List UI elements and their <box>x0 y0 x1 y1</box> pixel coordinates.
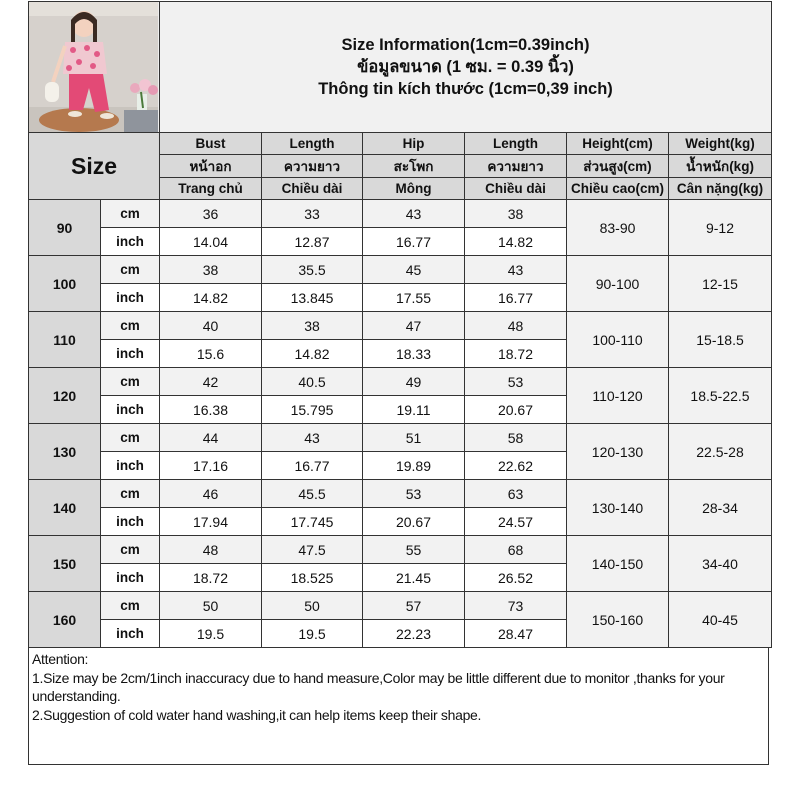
height-range: 110-120 <box>567 368 669 424</box>
header-bust-vi: Trang chủ <box>160 178 262 200</box>
length-cm-value: 38 <box>262 312 363 340</box>
length-cm-value: 47.5 <box>262 536 363 564</box>
length2-cm-value: 73 <box>465 592 567 620</box>
size-table <box>28 1 772 648</box>
length2-inch-value: 16.77 <box>465 284 567 312</box>
table-row-cm <box>29 424 772 452</box>
length2-cm-value: 38 <box>465 200 567 228</box>
bust-inch-value: 17.94 <box>160 508 262 536</box>
hip-inch-value: 20.67 <box>363 508 465 536</box>
weight-range: 18.5-22.5 <box>669 368 772 424</box>
size-value: 150 <box>29 536 101 592</box>
hip-inch-value: 17.55 <box>363 284 465 312</box>
table-row-cm <box>29 480 772 508</box>
header-length2-th: ความยาว <box>465 155 567 178</box>
weight-range: 22.5-28 <box>669 424 772 480</box>
size-value: 90 <box>29 200 101 256</box>
unit-cm-label: cm <box>101 368 160 396</box>
length-inch-value: 17.745 <box>262 508 363 536</box>
length-inch-value: 14.82 <box>262 340 363 368</box>
bust-cm-value: 46 <box>160 480 262 508</box>
length2-cm-value: 58 <box>465 424 567 452</box>
height-range: 120-130 <box>567 424 669 480</box>
length2-inch-value: 20.67 <box>465 396 567 424</box>
unit-inch-label: inch <box>101 396 160 424</box>
size-value: 120 <box>29 368 101 424</box>
length2-cm-value: 48 <box>465 312 567 340</box>
size-value: 130 <box>29 424 101 480</box>
unit-cm-label: cm <box>101 312 160 340</box>
table-row-cm <box>29 368 772 396</box>
height-range: 83-90 <box>567 200 669 256</box>
weight-range: 40-45 <box>669 592 772 648</box>
title-thai: ข้อมูลขนาด (1 ซม. = 0.39 นิ้ว) <box>357 58 574 76</box>
height-range: 130-140 <box>567 480 669 536</box>
hip-cm-value: 55 <box>363 536 465 564</box>
hip-inch-value: 19.89 <box>363 452 465 480</box>
length2-inch-value: 24.57 <box>465 508 567 536</box>
unit-inch-label: inch <box>101 340 160 368</box>
length2-inch-value: 22.62 <box>465 452 567 480</box>
bust-inch-value: 16.38 <box>160 396 262 424</box>
size-header: Size <box>29 133 160 200</box>
length-cm-value: 43 <box>262 424 363 452</box>
table-row-cm <box>29 312 772 340</box>
weight-range: 9-12 <box>669 200 772 256</box>
table-row-cm <box>29 536 772 564</box>
length-inch-value: 15.795 <box>262 396 363 424</box>
length-cm-value: 50 <box>262 592 363 620</box>
hip-cm-value: 47 <box>363 312 465 340</box>
length2-cm-value: 53 <box>465 368 567 396</box>
length-cm-value: 35.5 <box>262 256 363 284</box>
unit-cm-label: cm <box>101 536 160 564</box>
unit-inch-label: inch <box>101 284 160 312</box>
bust-cm-value: 44 <box>160 424 262 452</box>
length-inch-value: 19.5 <box>262 620 363 648</box>
notes-heading: Attention: <box>32 651 89 667</box>
header-weight-en: Weight(kg) <box>669 133 772 155</box>
header-height-th: ส่วนสูง(cm) <box>567 155 669 178</box>
unit-inch-label: inch <box>101 452 160 480</box>
bust-cm-value: 50 <box>160 592 262 620</box>
header-bust-th: หน้าอก <box>160 155 262 178</box>
hip-cm-value: 51 <box>363 424 465 452</box>
unit-inch-label: inch <box>101 564 160 592</box>
title-vietnamese: Thông tin kích thước (1cm=0,39 inch) <box>318 80 613 98</box>
bust-cm-value: 38 <box>160 256 262 284</box>
bust-inch-value: 19.5 <box>160 620 262 648</box>
length-cm-value: 45.5 <box>262 480 363 508</box>
note-1: 1.Size may be 2cm/1inch inaccuracy due to hand measure,Color may be little different due to monitor ,thanks for your understanding. <box>32 669 725 704</box>
bust-cm-value: 36 <box>160 200 262 228</box>
weight-range: 34-40 <box>669 536 772 592</box>
header-length-en: Length <box>262 133 363 155</box>
bust-inch-value: 15.6 <box>160 340 262 368</box>
weight-range: 15-18.5 <box>669 312 772 368</box>
unit-inch-label: inch <box>101 508 160 536</box>
length2-cm-value: 68 <box>465 536 567 564</box>
header-height-vi: Chiều cao(cm) <box>567 178 669 200</box>
bust-cm-value: 48 <box>160 536 262 564</box>
hip-inch-value: 19.11 <box>363 396 465 424</box>
length2-cm-value: 43 <box>465 256 567 284</box>
bust-inch-value: 17.16 <box>160 452 262 480</box>
note-2: 2.Suggestion of cold water hand washing,it can help items keep their shape. <box>32 706 482 723</box>
unit-cm-label: cm <box>101 424 160 452</box>
length2-cm-value: 63 <box>465 480 567 508</box>
title-english: Size Information(1cm=0.39inch) <box>341 36 590 54</box>
bust-inch-value: 14.04 <box>160 228 262 256</box>
length-inch-value: 13.845 <box>262 284 363 312</box>
unit-inch-label: inch <box>101 620 160 648</box>
header-height-en: Height(cm) <box>567 133 669 155</box>
hip-cm-value: 53 <box>363 480 465 508</box>
header-hip-th: สะโพก <box>363 155 465 178</box>
size-info-title <box>160 2 772 133</box>
size-value: 160 <box>29 592 101 648</box>
table-row-cm <box>29 256 772 284</box>
size-value: 110 <box>29 312 101 368</box>
length-cm-value: 33 <box>262 200 363 228</box>
bust-cm-value: 42 <box>160 368 262 396</box>
length-inch-value: 16.77 <box>262 452 363 480</box>
hip-cm-value: 45 <box>363 256 465 284</box>
length2-inch-value: 18.72 <box>465 340 567 368</box>
height-range: 150-160 <box>567 592 669 648</box>
length-inch-value: 18.525 <box>262 564 363 592</box>
hip-inch-value: 22.23 <box>363 620 465 648</box>
hip-inch-value: 21.45 <box>363 564 465 592</box>
unit-cm-label: cm <box>101 480 160 508</box>
length-inch-value: 12.87 <box>262 228 363 256</box>
height-range: 100-110 <box>567 312 669 368</box>
hip-cm-value: 43 <box>363 200 465 228</box>
length2-inch-value: 14.82 <box>465 228 567 256</box>
weight-range: 28-34 <box>669 480 772 536</box>
header-hip-en: Hip <box>363 133 465 155</box>
unit-cm-label: cm <box>101 256 160 284</box>
length2-inch-value: 26.52 <box>465 564 567 592</box>
hip-inch-value: 16.77 <box>363 228 465 256</box>
header-weight-vi: Cân nặng(kg) <box>669 178 772 200</box>
header-hip-vi: Mông <box>363 178 465 200</box>
size-value: 100 <box>29 256 101 312</box>
height-range: 140-150 <box>567 536 669 592</box>
header-length-vi: Chiều dài <box>262 178 363 200</box>
hip-cm-value: 57 <box>363 592 465 620</box>
table-row-cm <box>29 200 772 228</box>
weight-range: 12-15 <box>669 256 772 312</box>
unit-cm-label: cm <box>101 592 160 620</box>
table-row-cm <box>29 592 772 620</box>
hip-inch-value: 18.33 <box>363 340 465 368</box>
bust-cm-value: 40 <box>160 312 262 340</box>
attention-notes <box>28 648 769 765</box>
size-value: 140 <box>29 480 101 536</box>
child-outfit-image <box>29 2 158 132</box>
product-photo <box>29 2 160 133</box>
header-bust-en: Bust <box>160 133 262 155</box>
bust-inch-value: 18.72 <box>160 564 262 592</box>
unit-inch-label: inch <box>101 228 160 256</box>
header-length2-vi: Chiều dài <box>465 178 567 200</box>
bust-inch-value: 14.82 <box>160 284 262 312</box>
unit-cm-label: cm <box>101 200 160 228</box>
height-range: 90-100 <box>567 256 669 312</box>
header-length2-en: Length <box>465 133 567 155</box>
hip-cm-value: 49 <box>363 368 465 396</box>
header-length-th: ความยาว <box>262 155 363 178</box>
length-cm-value: 40.5 <box>262 368 363 396</box>
header-weight-th: น้ำหนัก(kg) <box>669 155 772 178</box>
size-chart <box>28 1 771 765</box>
length2-inch-value: 28.47 <box>465 620 567 648</box>
